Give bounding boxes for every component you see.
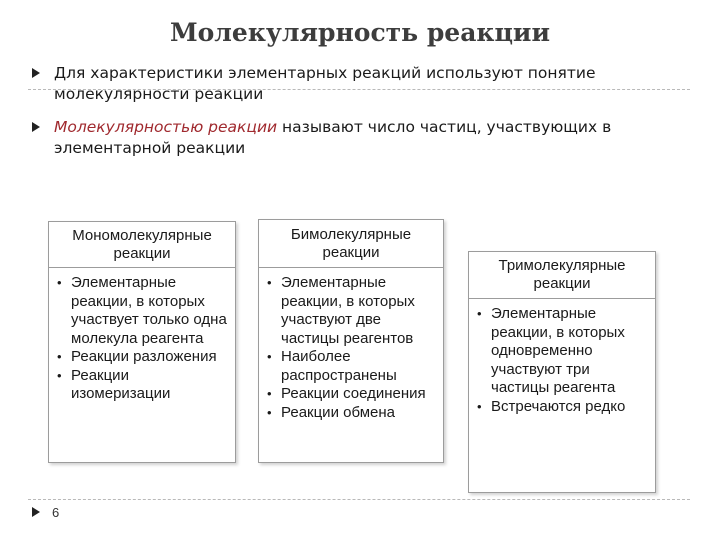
card-unimolecular <box>48 221 236 463</box>
list-item: • Наиболее распространены <box>267 348 437 385</box>
bullet-text: называют число частиц, участвующих в элементарной реакции <box>54 118 612 157</box>
footer-divider-line <box>28 499 690 500</box>
card-heading: Бимолекулярные реакции <box>259 220 443 268</box>
bullet-definition-usage <box>32 63 672 105</box>
page-number: 6 <box>52 505 60 520</box>
list-item: • Реакции соединения <box>267 385 437 404</box>
card-body <box>49 268 235 404</box>
triangle-bullet-icon <box>32 122 40 132</box>
card-list <box>267 274 437 422</box>
bullet-text: Для характеристики элементарных реакций используют понятие молекулярности реакции <box>54 64 596 103</box>
card-body <box>259 268 443 422</box>
list-item: • Реакции изомеризации <box>57 367 229 404</box>
triangle-bullet-icon <box>32 68 40 78</box>
card-list <box>477 305 649 416</box>
bullet-definition <box>32 117 672 159</box>
card-trimolecular <box>468 251 656 493</box>
list-item: • Элементарные реакции, в которых участвуют две частицы реагентов <box>267 274 437 348</box>
list-item: • Реакции разложения <box>57 348 229 367</box>
list-item: • Элементарные реакции, в которых участвует только одна молекула реагента <box>57 274 229 348</box>
card-body <box>469 299 655 416</box>
defined-term: Молекулярностью реакции <box>54 118 278 136</box>
list-item: • Элементарные реакции, в которых одновременно участвуют три частицы реагента <box>477 305 649 398</box>
bullet-text-container <box>54 117 672 159</box>
slide-title: Молекулярность реакции <box>169 18 551 47</box>
card-heading: Тримолекулярные реакции <box>469 252 655 299</box>
list-item: • Реакции обмена <box>267 404 437 423</box>
list-item: • Встречаются редко <box>477 398 649 417</box>
card-list <box>57 274 229 404</box>
card-bimolecular <box>258 219 444 463</box>
card-heading: Мономолекулярные реакции <box>49 222 235 268</box>
triangle-bullet-icon <box>32 507 40 517</box>
divider-line <box>28 89 690 90</box>
